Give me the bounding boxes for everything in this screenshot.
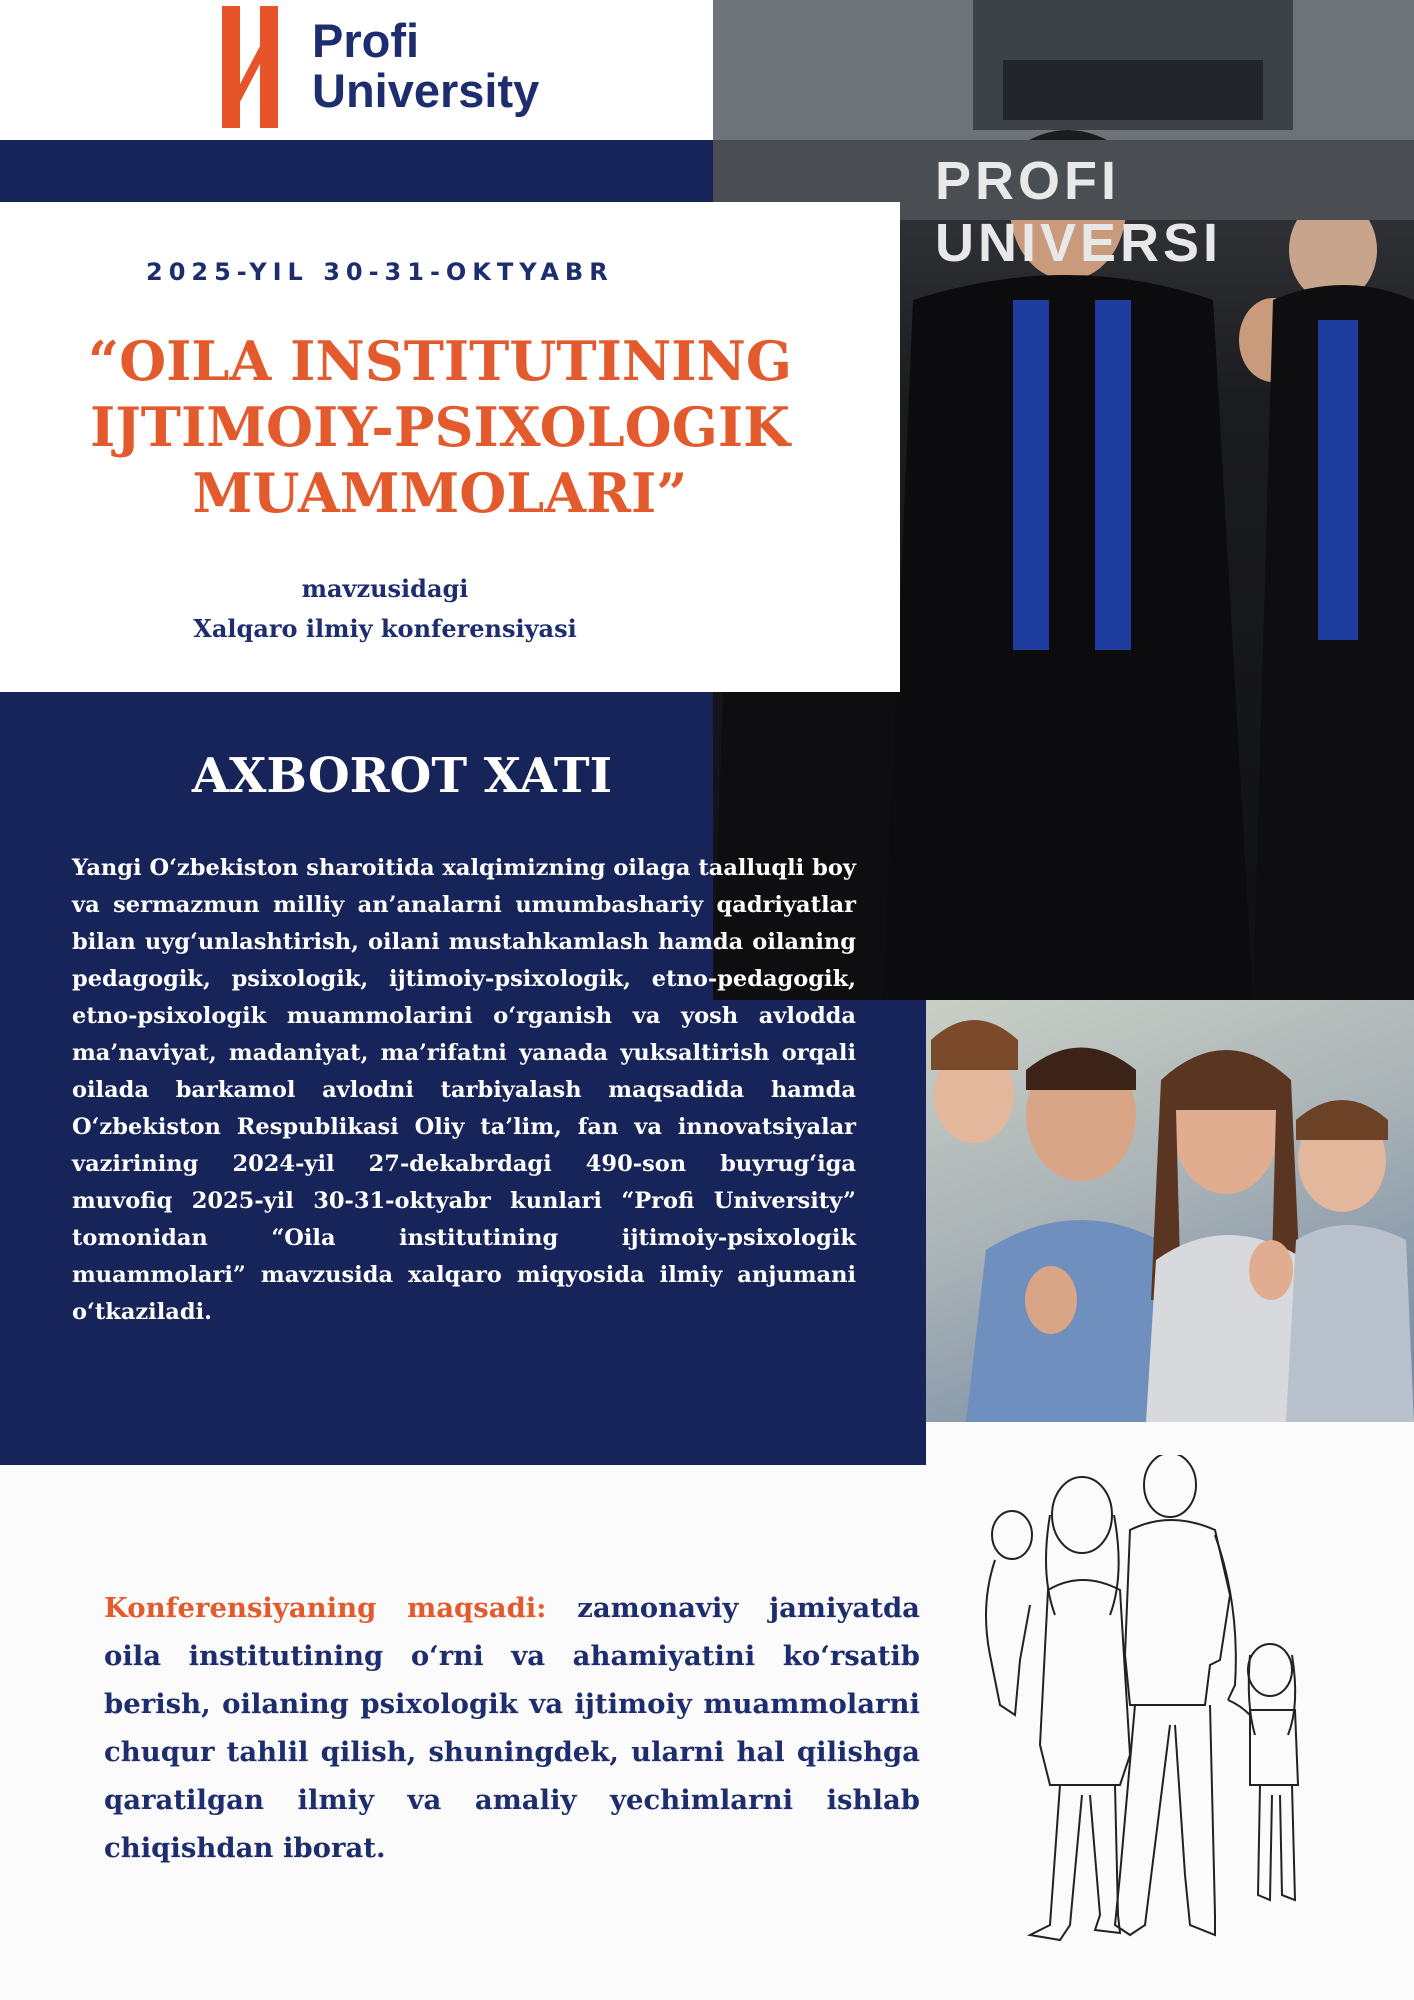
family-illustration [926, 1000, 1414, 1422]
logo-wordmark [312, 16, 539, 116]
info-heading: AXBOROT XATI [191, 748, 613, 804]
profi-logo-icon [222, 6, 278, 128]
goal-label: Konferensiyaning maqsadi: [104, 1592, 547, 1624]
event-date: 2025-YIL 30-31-OKTYABR [146, 258, 614, 286]
family-sketch-icon [970, 1455, 1370, 1955]
logo-line2: University [312, 64, 540, 117]
goal-paragraph [104, 1584, 920, 1872]
info-body: Yangi O‘zbekiston sharoitida xalqimizning oilaga taalluqli boy va sermazmun milliy an’analarni umumbashariy qadriyatlar bilan uyg‘unlashtirish, oilani mustahkamlash hamda oilaning pedagogik, psixologik, ijtimoiy-psixologik, etno-pedagogik, etno-psixologik muammolarini o‘rganish va yosh avlodda ma’naviyat, madaniyat, ma’rifatni yanada yuksaltirish orqali oilada barkamol avlodni tarbiyalash maqsadida hamda O‘zbekiston Respublikasi Oliy ta’lim, fan va innovatsiyalar vazirining 2024-yil 27-dekabrdagi 490-son buyrug‘iga muvofiq 2025-yil 30-31-oktyabr kunlari “Profi University” tomonidan “Oila institutining ijtimoiy-psixologik muammolari” mavzusida xalqaro miqyosida ilmiy anjumani o‘tkaziladi. [72, 855, 856, 1325]
banner-text: PROFI UNIVERSI [935, 151, 1223, 273]
subtitle-line2: Xalqaro ilmiy konferensiyasi [193, 614, 577, 643]
conference-title: “OILA INSTITUTINING IJTIMOIY-PSIXOLOGIK MUAMMOLARI” [88, 329, 792, 525]
subtitle-line1: mavzusidagi [301, 574, 469, 603]
family-photo [926, 1000, 1414, 1422]
goal-text: zamonaviy jamiyatda oila institutining o‘rni va ahamiyatini ko‘rsatib berish, oilaning psixologik va ijtimoiy muammolarni chuqur tahlil qilish, shuningdek, ularni hal qilishga qaratilgan ilmiy va amaliy yechimlarni ishlab chiqishdan iborat. [104, 1592, 920, 1864]
logo-line1: Profi [312, 14, 420, 67]
